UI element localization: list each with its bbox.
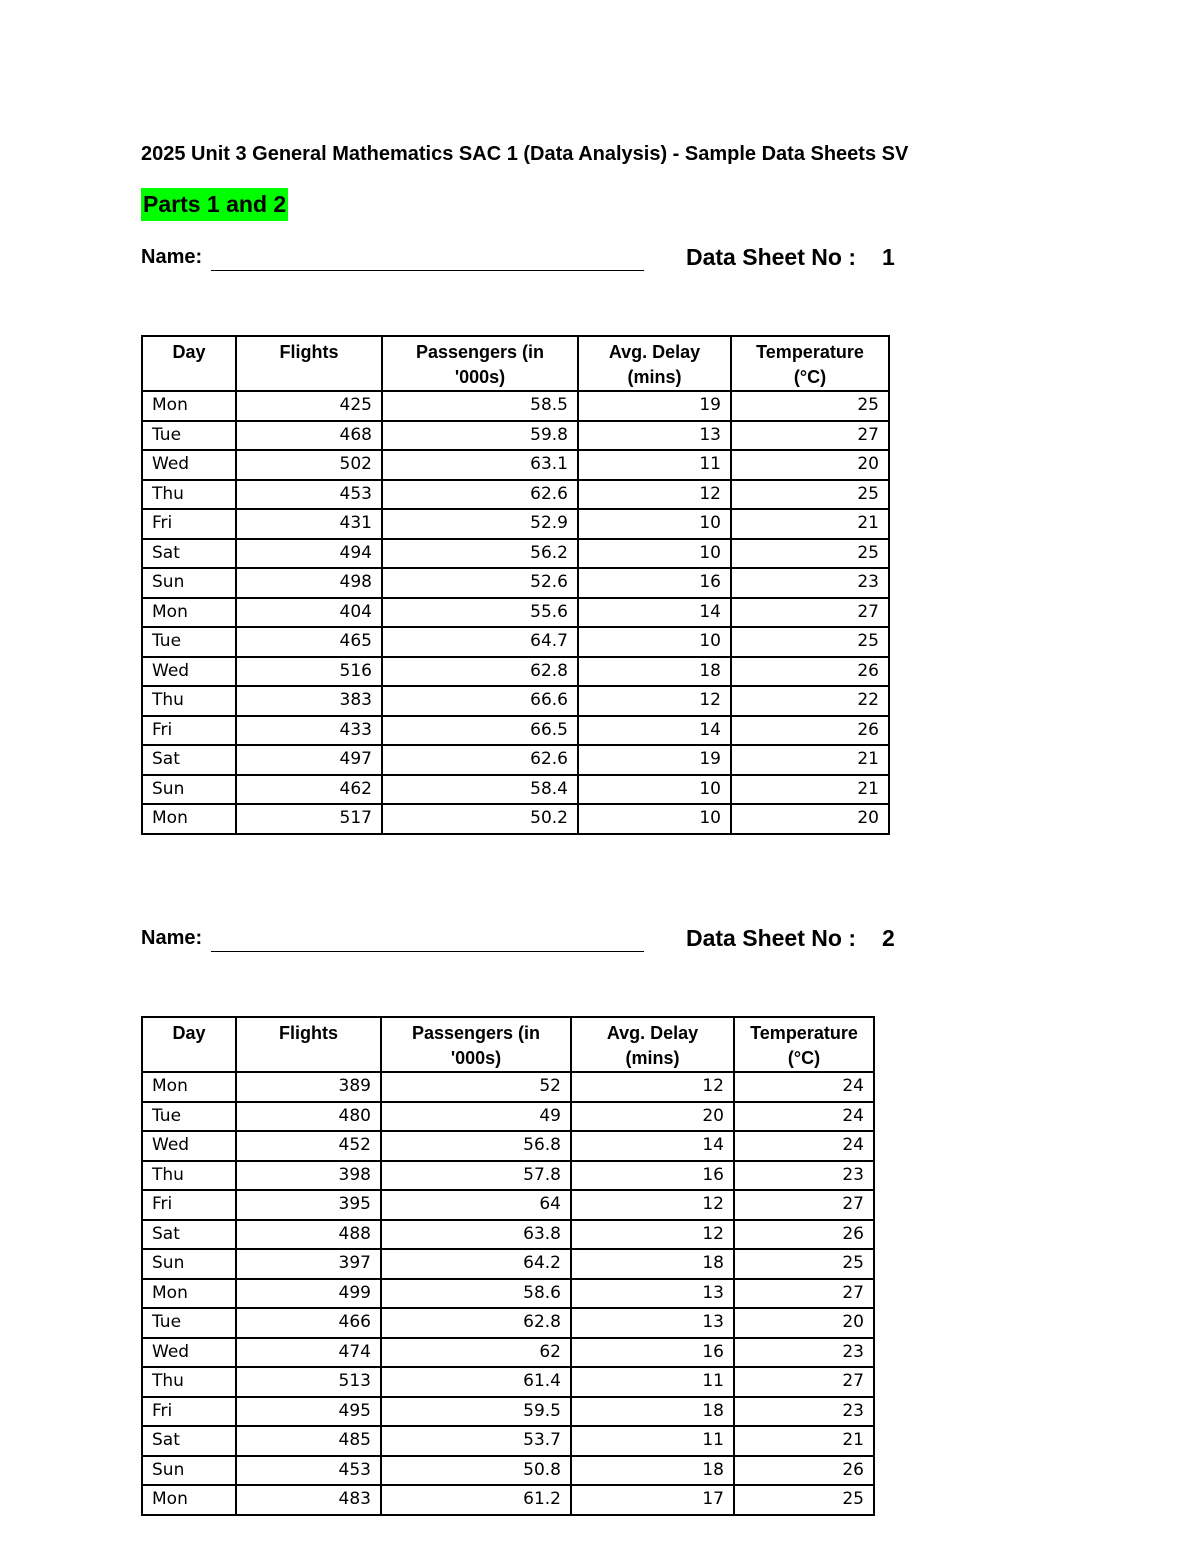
cell-avg-delay: 18 [578,657,731,687]
cell-day: Fri [142,1397,236,1427]
cell-passengers: 64 [381,1190,571,1220]
cell-temperature: 22 [731,686,889,716]
cell-temperature: 24 [734,1131,874,1161]
cell-passengers: 55.6 [382,598,578,628]
table-body [142,1072,874,1515]
cell-passengers: 66.6 [382,686,578,716]
cell-flights: 453 [236,1456,381,1486]
table-row [142,657,889,687]
column-header-temperature: Temperature (°C) [734,1017,874,1072]
cell-temperature: 27 [731,421,889,451]
cell-flights: 502 [236,450,382,480]
cell-temperature: 25 [731,627,889,657]
cell-day: Sun [142,1456,236,1486]
cell-avg-delay: 11 [571,1426,734,1456]
cell-passengers: 50.2 [382,804,578,834]
table-row [142,598,889,628]
cell-temperature: 25 [734,1485,874,1515]
cell-temperature: 23 [734,1338,874,1368]
cell-passengers: 62.8 [381,1308,571,1338]
cell-day: Mon [142,598,236,628]
cell-avg-delay: 10 [578,627,731,657]
cell-temperature: 26 [731,657,889,687]
data-table-sheet-1 [141,335,890,835]
cell-temperature: 27 [731,598,889,628]
table-row [142,1485,874,1515]
table-row [142,1279,874,1309]
parts-label: Parts 1 and 2 [141,188,288,221]
table-row [142,1308,874,1338]
cell-avg-delay: 16 [571,1161,734,1191]
cell-day: Sat [142,539,236,569]
cell-avg-delay: 12 [578,480,731,510]
cell-avg-delay: 12 [571,1190,734,1220]
cell-temperature: 26 [734,1220,874,1250]
cell-day: Fri [142,716,236,746]
cell-day: Thu [142,1367,236,1397]
cell-day: Tue [142,627,236,657]
column-header-temperature: Temperature (°C) [731,336,889,391]
column-header-avg-delay: Avg. Delay (mins) [571,1017,734,1072]
cell-flights: 485 [236,1426,381,1456]
cell-day: Sat [142,1220,236,1250]
cell-flights: 474 [236,1338,381,1368]
table-row [142,421,889,451]
cell-day: Thu [142,1161,236,1191]
table-row [142,1338,874,1368]
cell-avg-delay: 19 [578,391,731,421]
table-row [142,1426,874,1456]
cell-passengers: 58.4 [382,775,578,805]
cell-passengers: 62.6 [382,480,578,510]
cell-passengers: 56.2 [382,539,578,569]
table-row [142,480,889,510]
cell-flights: 465 [236,627,382,657]
cell-temperature: 25 [731,391,889,421]
table-row [142,1397,874,1427]
cell-avg-delay: 11 [571,1367,734,1397]
table-row [142,686,889,716]
column-header-passengers: Passengers (in '000s) [381,1017,571,1072]
cell-temperature: 24 [734,1072,874,1102]
cell-passengers: 62.6 [382,745,578,775]
data-sheet-number: 1 [882,244,895,270]
column-header-flights: Flights [236,1017,381,1072]
cell-temperature: 27 [734,1367,874,1397]
name-label: Name: [141,246,203,268]
data-table-sheet-2 [141,1016,875,1516]
cell-day: Mon [142,804,236,834]
cell-flights: 397 [236,1249,381,1279]
column-header-day: Day [142,1017,236,1072]
table-row [142,627,889,657]
cell-flights: 498 [236,568,382,598]
table-row [142,450,889,480]
cell-day: Wed [142,1131,236,1161]
cell-flights: 395 [236,1190,381,1220]
table-row [142,804,889,834]
cell-avg-delay: 13 [571,1279,734,1309]
cell-passengers: 66.5 [382,716,578,746]
cell-avg-delay: 17 [571,1485,734,1515]
cell-day: Sun [142,568,236,598]
cell-temperature: 20 [731,804,889,834]
cell-flights: 462 [236,775,382,805]
cell-passengers: 61.2 [381,1485,571,1515]
cell-flights: 425 [236,391,382,421]
table-row [142,1367,874,1397]
cell-flights: 383 [236,686,382,716]
cell-passengers: 52.9 [382,509,578,539]
cell-avg-delay: 18 [571,1249,734,1279]
cell-avg-delay: 10 [578,775,731,805]
cell-passengers: 62.8 [382,657,578,687]
cell-avg-delay: 10 [578,509,731,539]
cell-flights: 389 [236,1072,381,1102]
table-row [142,1220,874,1250]
cell-passengers: 62 [381,1338,571,1368]
cell-avg-delay: 11 [578,450,731,480]
cell-passengers: 64.7 [382,627,578,657]
cell-avg-delay: 18 [571,1456,734,1486]
table-row [142,1131,874,1161]
name-label: Name: [141,927,203,949]
cell-passengers: 58.5 [382,391,578,421]
cell-avg-delay: 14 [578,716,731,746]
cell-day: Fri [142,1190,236,1220]
cell-avg-delay: 12 [571,1220,734,1250]
cell-day: Sun [142,775,236,805]
cell-avg-delay: 20 [571,1102,734,1132]
table-row [142,509,889,539]
cell-avg-delay: 13 [578,421,731,451]
name-input-line[interactable] [211,270,644,271]
document-title: 2025 Unit 3 General Mathematics SAC 1 (Data Analysis) - Sample Data Sheets SV [141,143,909,165]
cell-flights: 497 [236,745,382,775]
cell-day: Tue [142,1308,236,1338]
cell-flights: 494 [236,539,382,569]
data-sheet-label: Data Sheet No : [686,244,856,270]
cell-flights: 453 [236,480,382,510]
cell-day: Mon [142,1072,236,1102]
cell-avg-delay: 19 [578,745,731,775]
cell-temperature: 21 [731,509,889,539]
cell-temperature: 21 [731,745,889,775]
cell-passengers: 61.4 [381,1367,571,1397]
cell-temperature: 21 [734,1426,874,1456]
cell-day: Wed [142,450,236,480]
cell-avg-delay: 12 [578,686,731,716]
cell-temperature: 20 [734,1308,874,1338]
cell-avg-delay: 16 [571,1338,734,1368]
cell-flights: 466 [236,1308,381,1338]
cell-day: Wed [142,657,236,687]
table-header-row [142,1017,874,1072]
cell-temperature: 23 [731,568,889,598]
column-header-flights: Flights [236,336,382,391]
cell-day: Mon [142,391,236,421]
cell-avg-delay: 16 [578,568,731,598]
cell-temperature: 27 [734,1279,874,1309]
cell-temperature: 27 [734,1190,874,1220]
table-row [142,1072,874,1102]
cell-day: Mon [142,1485,236,1515]
table-header-row [142,336,889,391]
cell-avg-delay: 18 [571,1397,734,1427]
cell-flights: 513 [236,1367,381,1397]
cell-flights: 398 [236,1161,381,1191]
table-row [142,1190,874,1220]
data-sheet-label: Data Sheet No : [686,925,856,951]
cell-day: Sat [142,1426,236,1456]
sheet-2-header [141,925,911,955]
cell-passengers: 50.8 [381,1456,571,1486]
cell-passengers: 56.8 [381,1131,571,1161]
cell-day: Fri [142,509,236,539]
cell-day: Sat [142,745,236,775]
table-body [142,391,889,834]
cell-avg-delay: 12 [571,1072,734,1102]
column-header-passengers: Passengers (in '000s) [382,336,578,391]
cell-flights: 431 [236,509,382,539]
name-input-line[interactable] [211,951,644,952]
cell-temperature: 24 [734,1102,874,1132]
cell-passengers: 53.7 [381,1426,571,1456]
table-row [142,1161,874,1191]
cell-flights: 495 [236,1397,381,1427]
cell-passengers: 64.2 [381,1249,571,1279]
table-row [142,1102,874,1132]
table-row [142,539,889,569]
cell-flights: 404 [236,598,382,628]
cell-passengers: 49 [381,1102,571,1132]
table-row [142,391,889,421]
cell-temperature: 26 [734,1456,874,1486]
cell-temperature: 26 [731,716,889,746]
cell-flights: 433 [236,716,382,746]
cell-temperature: 21 [731,775,889,805]
cell-passengers: 63.8 [381,1220,571,1250]
cell-temperature: 23 [734,1161,874,1191]
cell-avg-delay: 10 [578,539,731,569]
cell-temperature: 25 [731,539,889,569]
data-sheet-number: 2 [882,925,895,951]
column-header-avg-delay: Avg. Delay (mins) [578,336,731,391]
cell-temperature: 25 [734,1249,874,1279]
cell-day: Mon [142,1279,236,1309]
cell-avg-delay: 14 [571,1131,734,1161]
table-row [142,775,889,805]
cell-passengers: 52 [381,1072,571,1102]
cell-passengers: 58.6 [381,1279,571,1309]
cell-passengers: 57.8 [381,1161,571,1191]
cell-avg-delay: 10 [578,804,731,834]
cell-flights: 499 [236,1279,381,1309]
cell-day: Sun [142,1249,236,1279]
table-row [142,1456,874,1486]
cell-flights: 517 [236,804,382,834]
cell-flights: 480 [236,1102,381,1132]
cell-passengers: 59.8 [382,421,578,451]
table-row [142,568,889,598]
cell-flights: 516 [236,657,382,687]
cell-day: Thu [142,686,236,716]
table-row [142,745,889,775]
cell-flights: 483 [236,1485,381,1515]
cell-passengers: 63.1 [382,450,578,480]
cell-passengers: 52.6 [382,568,578,598]
cell-passengers: 59.5 [381,1397,571,1427]
cell-day: Wed [142,1338,236,1368]
cell-flights: 488 [236,1220,381,1250]
sheet-1-header [141,244,911,274]
table-row [142,716,889,746]
cell-avg-delay: 13 [571,1308,734,1338]
column-header-day: Day [142,336,236,391]
cell-flights: 452 [236,1131,381,1161]
cell-temperature: 25 [731,480,889,510]
table-row [142,1249,874,1279]
cell-avg-delay: 14 [578,598,731,628]
cell-flights: 468 [236,421,382,451]
cell-day: Tue [142,421,236,451]
cell-day: Thu [142,480,236,510]
cell-temperature: 23 [734,1397,874,1427]
cell-day: Tue [142,1102,236,1132]
cell-temperature: 20 [731,450,889,480]
